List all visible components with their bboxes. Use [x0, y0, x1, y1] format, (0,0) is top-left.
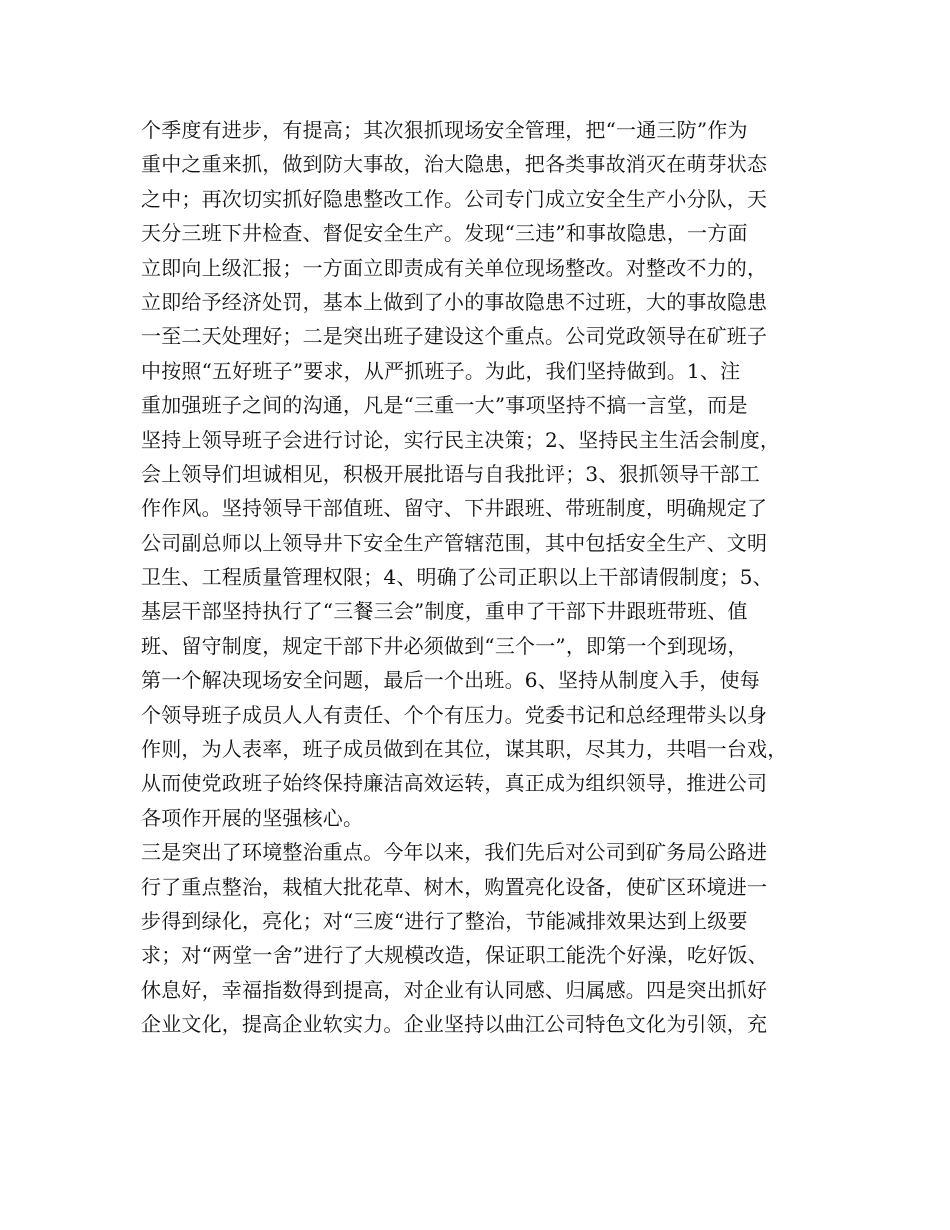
text-line: 班、留守制度，规定干部下井必须做到“三个一”，即第一个到现场，: [141, 633, 748, 658]
text-line: 立即给予经济处罚，基本上做到了小的事故隐患不过班，大的事故隐患: [141, 289, 768, 314]
text-line: 中按照“五好班子”要求，从严抓班子。为此，我们坚持做到。1、注: [141, 358, 741, 383]
text-line: 三是突出了环境整治重点。今年以来，我们先后对公司到矿务局公路进: [141, 840, 768, 865]
text-line: 立即向上级汇报；一方面立即责成有关单位现场整改。对整改不力的，: [141, 255, 768, 280]
text-line: 之中；再次切实抓好隐患整改工作。公司专门成立安全生产小分队，天: [141, 186, 768, 211]
text-line: 各项作开展的坚强核心。: [141, 805, 364, 830]
text-line: 个领导班子成员人人有责任、个个有压力。党委书记和总经理带头以身: [141, 702, 768, 727]
text-line: 会上领导们坦诚相见，积极开展批语与自我批评；3、狠抓领导干部工: [141, 461, 760, 486]
text-line: 作则，为人表率，班子成员做到在其位，谋其职，尽其力，共唱一台戏，: [141, 737, 788, 762]
body-text: [141, 113, 831, 1042]
text-line: 天分三班下井检查、督促安全生产。发现“三违”和事故隐患，一方面: [141, 221, 748, 246]
text-line: 公司副总师以上领导井下安全生产管辖范围，其中包括安全生产、文明: [141, 530, 768, 555]
text-line: 基层干部坚持执行了“三餐三会”制度，重申了干部下井跟班带班、值: [141, 599, 748, 624]
text-line: 作作风。坚持领导干部值班、留守、下井跟班、带班制度，明确规定了: [141, 496, 768, 521]
text-line: 一至二天处理好；二是突出班子建设这个重点。公司党政领导在矿班子: [141, 324, 768, 349]
text-line: 从而使党政班子始终保持廉洁高效运转，真正成为组织领导，推进公司: [141, 771, 768, 796]
text-line: 企业文化，提高企业软实力。企业坚持以曲江公司特色文化为引领，充: [141, 1012, 768, 1037]
text-line: 行了重点整治，栽植大批花草、树木，购置亮化设备，使矿区环境进一: [141, 874, 768, 899]
text-line: 休息好，幸福指数得到提高，对企业有认同感、归属感。四是突出抓好: [141, 977, 768, 1002]
text-line: 个季度有进步，有提高；其次狠抓现场安全管理，把“一通三防”作为: [141, 118, 748, 142]
text-line: 步得到绿化，亮化；对“三废“进行了整治，节能减排效果达到上级要: [141, 908, 748, 933]
text-line: 第一个解决现场安全问题，最后一个出班。6、坚持从制度入手，使每: [141, 668, 760, 693]
text-line: 重中之重来抓，做到防大事故，治大隐患，把各类事故消灭在萌芽状态: [141, 152, 768, 177]
text-line: 坚持上领导班子会进行讨论，实行民主决策；2、坚持民主生活会制度，: [141, 427, 781, 452]
text-line: 重加强班子之间的沟通，凡是“三重一大”事项坚持不搞一言堂，而是: [141, 393, 748, 418]
text-line: 卫生、工程质量管理权限；4、明确了公司正职以上干部请假制度；5、: [141, 565, 773, 590]
text-line: 求；对“两堂一舍”进行了大规模改造，保证职工能洗个好澡，吃好饭、: [141, 943, 768, 968]
